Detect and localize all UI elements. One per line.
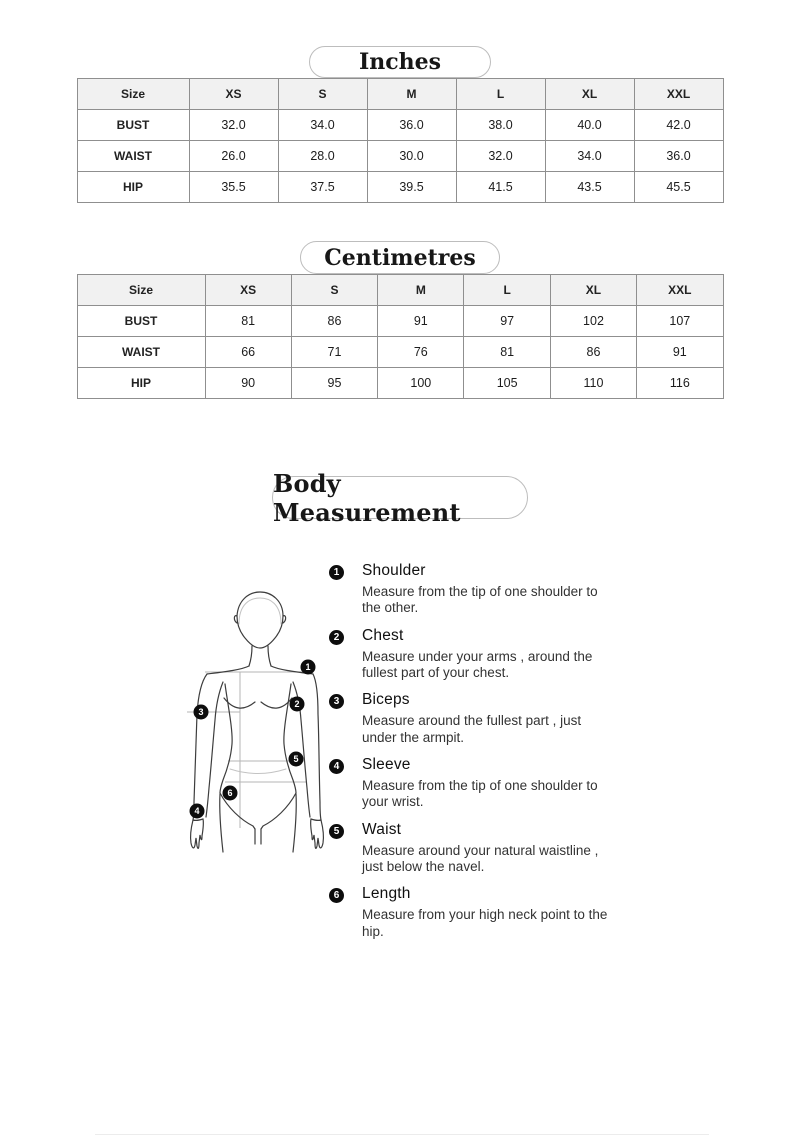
size-value-cell: 91 [378, 306, 464, 337]
size-value-cell: 42.0 [634, 110, 723, 141]
column-header: XS [189, 79, 278, 110]
table-row [77, 306, 723, 337]
inches-title: Inches [358, 49, 442, 75]
svg-text:2: 2 [294, 699, 300, 710]
figure-marker-5 [289, 752, 304, 767]
figure-marker-1 [301, 660, 316, 675]
measurement-number-badge: 2 [329, 630, 344, 645]
measurement-label: Waist [362, 820, 402, 838]
size-value-cell: 102 [550, 306, 636, 337]
size-value-cell: 90 [205, 368, 291, 399]
centimetres-size-table [77, 274, 724, 399]
row-label: BUST [77, 306, 205, 337]
size-value-cell: 97 [464, 306, 550, 337]
table-row [77, 337, 723, 368]
size-value-cell: 86 [291, 306, 377, 337]
measurement-description: Measure from the tip of one shoulder to your wrist. [362, 777, 598, 810]
size-value-cell: 100 [378, 368, 464, 399]
size-value-cell: 86 [550, 337, 636, 368]
size-value-cell: 116 [637, 368, 723, 399]
measurement-guide-lines [187, 672, 311, 828]
measurement-list [329, 562, 629, 950]
size-value-cell: 45.5 [634, 172, 723, 203]
measurement-label: Sleeve [362, 755, 411, 773]
column-header: M [367, 79, 456, 110]
size-value-cell: 95 [291, 368, 377, 399]
measurement-item [329, 756, 629, 811]
measurement-item [329, 562, 629, 617]
row-label: HIP [77, 368, 205, 399]
body-figure-diagram [183, 580, 328, 870]
size-value-cell: 38.0 [456, 110, 545, 141]
table-row [77, 368, 723, 399]
measurement-item [329, 627, 629, 682]
body-measurement-section [0, 562, 800, 1052]
size-guide-page [0, 46, 800, 1137]
table-row [77, 110, 723, 141]
size-value-cell: 28.0 [278, 141, 367, 172]
measurement-description: Measure from the tip of one shoulder to the other. [362, 584, 598, 616]
size-value-cell: 36.0 [367, 110, 456, 141]
size-value-cell: 105 [464, 368, 550, 399]
column-header: XS [205, 275, 291, 306]
measurement-description: Measure around the fullest part , just under the armpit. [362, 713, 582, 745]
row-label: BUST [77, 110, 189, 141]
size-value-cell: 41.5 [456, 172, 545, 203]
svg-text:4: 4 [194, 806, 200, 817]
size-value-cell: 26.0 [189, 141, 278, 172]
column-header: L [464, 275, 550, 306]
size-value-cell: 76 [378, 337, 464, 368]
centimetres-title: Centimetres [324, 244, 476, 271]
size-value-cell: 37.5 [278, 172, 367, 203]
column-header: Size [77, 275, 205, 306]
svg-text:3: 3 [198, 707, 204, 718]
measurement-description: Measure under your arms , around the fullest part of your chest. [362, 648, 593, 680]
column-header: XXL [637, 275, 723, 306]
body-measurement-title: Body Measurement [273, 468, 461, 527]
column-header: XL [550, 275, 636, 306]
column-header: Size [77, 79, 189, 110]
table-row [77, 172, 723, 203]
size-value-cell: 81 [464, 337, 550, 368]
column-header: S [291, 275, 377, 306]
size-value-cell: 34.0 [278, 110, 367, 141]
size-value-cell: 107 [637, 306, 723, 337]
measurement-label: Biceps [362, 691, 410, 709]
measurement-label: Chest [362, 626, 404, 644]
size-value-cell: 40.0 [545, 110, 634, 141]
size-value-cell: 32.0 [189, 110, 278, 141]
header-row [77, 79, 723, 110]
size-value-cell: 34.0 [545, 141, 634, 172]
measurement-number-badge: 1 [329, 565, 344, 580]
size-value-cell: 43.5 [545, 172, 634, 203]
centimetres-title-pill [300, 241, 500, 274]
measurement-label: Shoulder [362, 562, 426, 579]
row-label: WAIST [77, 141, 189, 172]
size-value-cell: 71 [291, 337, 377, 368]
size-value-cell: 66 [205, 337, 291, 368]
figure-marker-6 [223, 786, 238, 801]
measurement-description: Measure from your high neck point to the hip. [362, 907, 608, 939]
inches-size-table [77, 78, 724, 203]
column-header: M [378, 275, 464, 306]
figure-marker-3 [194, 705, 209, 720]
column-header: S [278, 79, 367, 110]
measurement-item [329, 885, 629, 940]
table-row [77, 141, 723, 172]
body-outline [191, 592, 324, 852]
size-value-cell: 81 [205, 306, 291, 337]
measurement-item [329, 821, 629, 876]
measurement-number-badge: 6 [329, 888, 344, 903]
column-header: XXL [634, 79, 723, 110]
measurement-item [329, 691, 629, 746]
figure-marker-2 [290, 697, 305, 712]
row-label: HIP [77, 172, 189, 203]
size-value-cell: 35.5 [189, 172, 278, 203]
size-value-cell: 30.0 [367, 141, 456, 172]
measurement-number-badge: 3 [329, 694, 344, 709]
measurement-number-badge: 4 [329, 759, 344, 774]
body-measurement-title-pill [272, 468, 528, 527]
measurement-label: Length [362, 885, 411, 903]
figure-marker-4 [190, 804, 205, 819]
row-label: WAIST [77, 337, 205, 368]
column-header: XL [545, 79, 634, 110]
size-value-cell: 91 [637, 337, 723, 368]
measurement-number-badge: 5 [329, 824, 344, 839]
size-value-cell: 32.0 [456, 141, 545, 172]
header-row [77, 275, 723, 306]
column-header: L [456, 79, 545, 110]
inches-title-pill [309, 46, 491, 78]
measurement-description: Measure around your natural waistline , just below the navel. [362, 842, 599, 874]
size-value-cell: 36.0 [634, 141, 723, 172]
bottom-divider [95, 1134, 709, 1135]
size-value-cell: 110 [550, 368, 636, 399]
svg-text:1: 1 [305, 662, 311, 673]
size-value-cell: 39.5 [367, 172, 456, 203]
svg-text:6: 6 [227, 788, 233, 799]
svg-text:5: 5 [293, 754, 299, 765]
